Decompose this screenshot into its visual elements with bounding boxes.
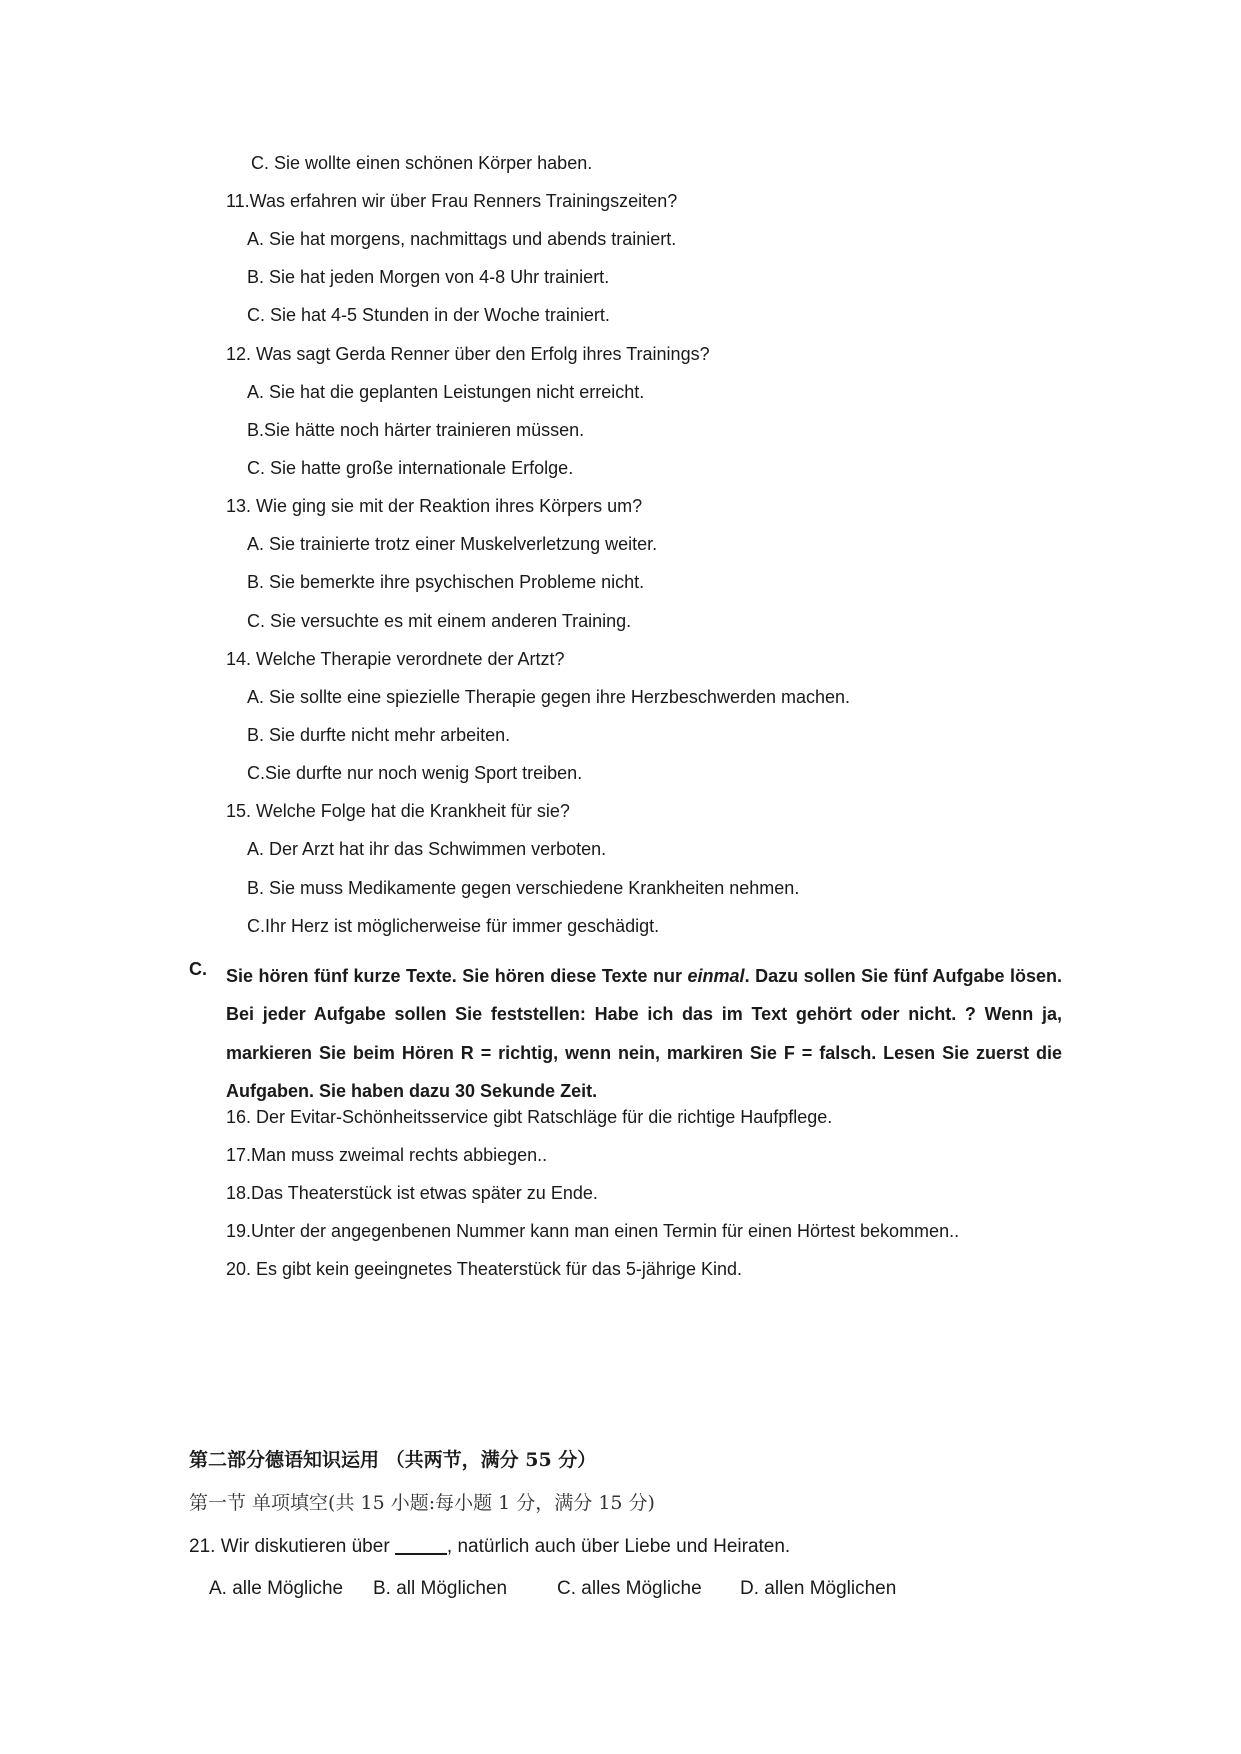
question-21 — [189, 1536, 790, 1558]
option-12b: B.Sie hätte noch härter trainieren müssen. — [247, 420, 585, 440]
question-11: 11.Was erfahren wir über Frau Renners Trainingszeiten? — [226, 191, 678, 211]
option-21a: A. alle Mögliche — [209, 1578, 344, 1599]
option-14a: A. Sie sollte eine spiezielle Therapie gegen ihre Herzbeschwerden machen. — [247, 687, 851, 707]
option-21c: C. alles Mögliche — [557, 1578, 702, 1599]
statement-16: 16. Der Evitar-Schönheitsservice gibt Ratschläge für die richtige Haufpflege. — [226, 1107, 833, 1127]
instructions-part-2: . Dazu sollen Sie fünf Aufgabe lösen. Bei jeder Aufgabe sollen Sie feststellen: Habe ich das im Text gehört oder nicht. ? Wenn ja, markieren Sie beim Hören R = richtig, wenn nein, markiren Sie F = falsch. Lesen Sie zuerst die Aufgaben. Sie haben dazu 30 Sekunde Zeit. — [226, 966, 1062, 1101]
instructions-emphasis: einmal — [687, 966, 745, 986]
question-21-text-end: , natürlich auch über Liebe und Heiraten. — [446, 1536, 791, 1557]
section-c-label: C. — [189, 959, 207, 979]
option-11b: B. Sie hat jeden Morgen von 4-8 Uhr trainiert. — [247, 267, 610, 287]
option-15b: B. Sie muss Medikamente gegen verschiedene Krankheiten nehmen. — [247, 878, 800, 898]
statement-18: 18.Das Theaterstück ist etwas später zu Ende. — [226, 1183, 598, 1203]
part2-heading: 第二部分德语知识运用 （共两节，满分 55 分） — [189, 1449, 597, 1471]
option-13b: B. Sie bemerkte ihre psychischen Probleme nicht. — [247, 572, 645, 592]
option-13c: C. Sie versuchte es mit einem anderen Training. — [247, 611, 632, 631]
question-15: 15. Welche Folge hat die Krankheit für sie? — [226, 801, 570, 821]
option-11a: A. Sie hat morgens, nachmittags und abends trainiert. — [247, 229, 677, 249]
option-15a: A. Der Arzt hat ihr das Schwimmen verboten. — [247, 839, 607, 859]
question-12: 12. Was sagt Gerda Renner über den Erfolg ihres Trainings? — [226, 344, 710, 364]
option-14b: B. Sie durfte nicht mehr arbeiten. — [247, 725, 511, 745]
option-21d: D. allen Möglichen — [740, 1578, 897, 1599]
option-11c: C. Sie hat 4-5 Stunden in der Woche trainiert. — [247, 305, 610, 325]
option-12a: A. Sie hat die geplanten Leistungen nicht erreicht. — [247, 382, 645, 402]
statement-19: 19.Unter der angegenbenen Nummer kann man einen Termin für einen Hörtest bekommen.. — [226, 1221, 960, 1241]
option-21b: B. all Möglichen — [373, 1578, 508, 1599]
instructions-part-1: Sie hören fünf kurze Texte. Sie hören diese Texte nur — [226, 966, 688, 986]
option-14c: C.Sie durfte nur noch wenig Sport treiben. — [247, 763, 583, 783]
option-13a: A. Sie trainierte trotz einer Muskelverletzung weiter. — [247, 534, 658, 554]
statement-20: 20. Es gibt kein geeingnetes Theaterstück für das 5-jährige Kind. — [226, 1259, 742, 1279]
option-12c: C. Sie hatte große internationale Erfolge. — [247, 458, 574, 478]
statement-17: 17.Man muss zweimal rechts abbiegen.. — [226, 1145, 548, 1165]
section-c-instructions — [226, 957, 1062, 1110]
part2-subheading: 第一节 单项填空(共 15 小题:每小题 1 分，满分 15 分) — [189, 1492, 655, 1514]
answer-blank — [395, 1537, 447, 1555]
option-10c: C. Sie wollte einen schönen Körper haben. — [251, 153, 593, 173]
question-21-text-start: 21. Wir diskutieren über — [189, 1536, 395, 1557]
option-15c: C.Ihr Herz ist möglicherweise für immer geschädigt. — [247, 916, 660, 936]
question-14: 14. Welche Therapie verordnete der Artzt? — [226, 649, 565, 669]
question-13: 13. Wie ging sie mit der Reaktion ihres Körpers um? — [226, 496, 643, 516]
